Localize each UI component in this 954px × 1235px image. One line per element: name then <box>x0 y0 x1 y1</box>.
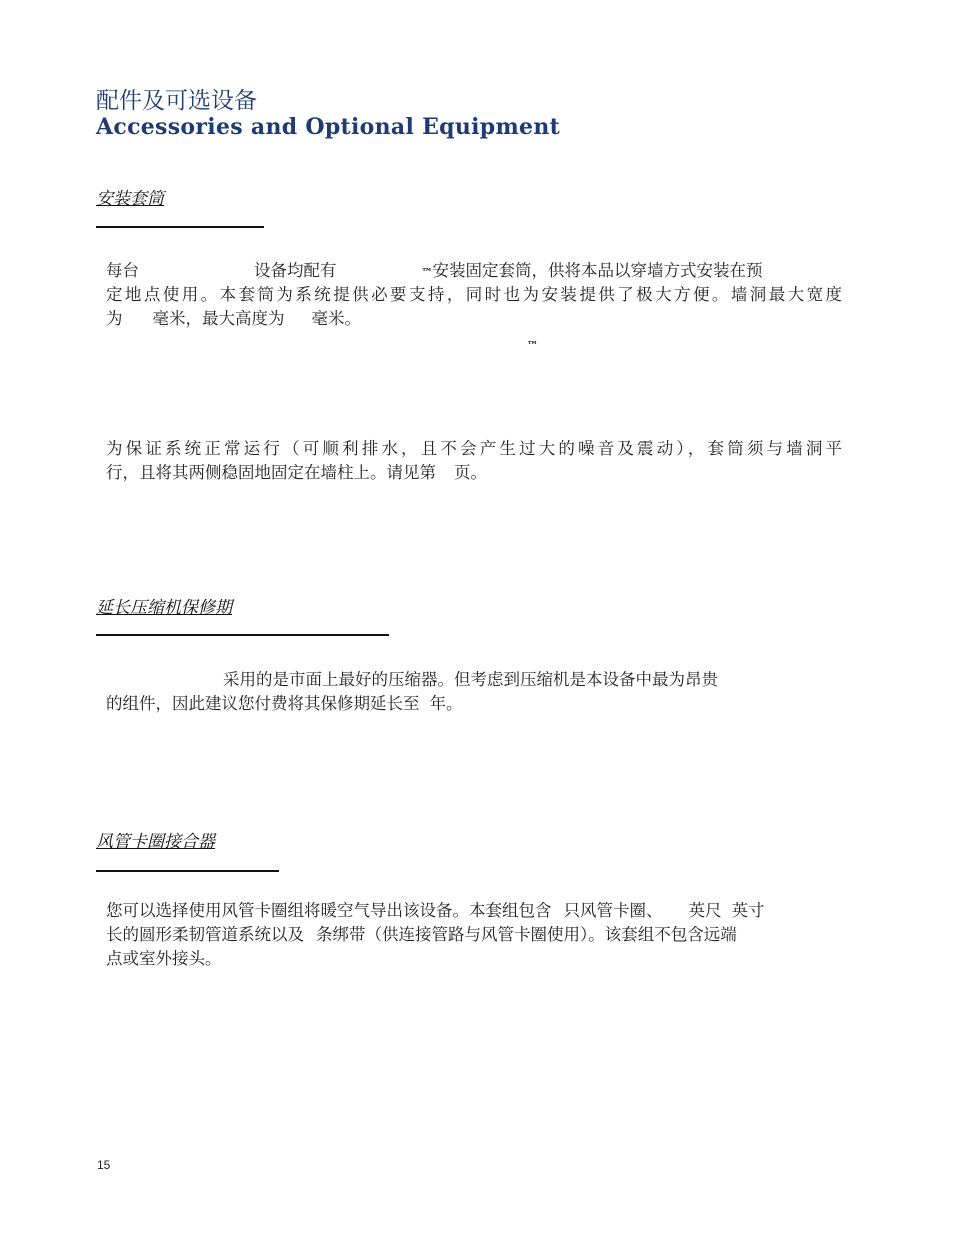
section-divider-compressor-warranty <box>96 634 389 636</box>
sleeve-p1-line-1 <box>106 259 842 283</box>
section-divider-sleeve <box>96 226 264 228</box>
sleeve-p2-line2-part-b: 页。 <box>454 463 487 482</box>
sleeve-p1-line3-part-a: 为 <box>106 309 123 328</box>
compressor-line2-part-b: 年。 <box>429 694 463 713</box>
trademark-symbol-standalone: ™ <box>527 339 538 352</box>
duct-line-1 <box>106 899 842 923</box>
sleeve-p2-line-1: 为保证系统正常运行（可顺利排水，且不会产生过大的噪音及震动），套筒须与墙洞平 <box>106 439 842 458</box>
compressor-line2-part-a: 的组件，因此建议您付费将其保修期延长至 <box>106 694 420 713</box>
sleeve-p1-line3-part-c: 毫米。 <box>311 309 361 328</box>
page-title-chinese: 配件及可选设备 <box>96 88 257 114</box>
sleeve-p1-line3-part-b: 毫米，最大高度为 <box>152 309 285 328</box>
duct-line-3: 点或室外接头。 <box>106 949 222 968</box>
sleeve-p1-line1-part-b: 设备均配有 <box>254 261 337 280</box>
sleeve-p1-line-3 <box>106 307 842 331</box>
compressor-line-2 <box>106 692 842 716</box>
duct-line-2 <box>106 923 842 947</box>
sleeve-paragraph-2 <box>106 437 842 485</box>
compressor-line-1: 采用的是市面上最好的压缩器。但考虑到压缩机是本设备中最为昂贵 <box>223 670 718 689</box>
sleeve-p1-line1-part-a: 每台 <box>106 261 139 280</box>
duct-collar-paragraph <box>106 899 842 971</box>
sleeve-paragraph-1 <box>106 259 842 331</box>
duct-line1-part-a: 您可以选择使用风管卡圈组将暖空气导出该设备。本套组包含 <box>106 901 552 920</box>
duct-line2-part-a: 长的圆形柔韧管道系统以及 <box>106 925 304 944</box>
page-number: 15 <box>97 1158 111 1172</box>
section-heading-duct-collar: 风管卡圈接合器 <box>96 832 215 852</box>
sleeve-p1-line-2: 定地点使用。本套筒为系统提供必要支持，同时也为安装提供了极大方便。墙洞最大宽度 <box>106 285 842 304</box>
sleeve-p2-line-2 <box>106 461 842 485</box>
sleeve-p2-line2-part-a: 行，且将其两侧稳固地固定在墙柱上。请见第 <box>106 463 436 482</box>
page-title-english: Accessories and Optional Equipment <box>96 114 561 140</box>
sleeve-p1-line1-part-c: 安装固定套筒，供将本品以穿墙方式安装在预 <box>432 261 763 280</box>
section-heading-compressor-warranty: 延长压缩机保修期 <box>96 598 232 618</box>
duct-line1-part-b: 只风管卡圈、 <box>563 901 663 920</box>
duct-line1-part-d: 英寸 <box>731 901 765 920</box>
duct-line1-part-c: 英尺 <box>688 901 722 920</box>
section-heading-sleeve: 安装套筒 <box>96 189 164 209</box>
duct-line2-part-b: 条绑带（供连接管路与风管卡圈使用）。该套组不包含远端 <box>316 925 737 944</box>
compressor-warranty-paragraph <box>106 668 842 716</box>
trademark-symbol: ™ <box>421 266 433 279</box>
section-divider-duct-collar <box>96 870 279 872</box>
